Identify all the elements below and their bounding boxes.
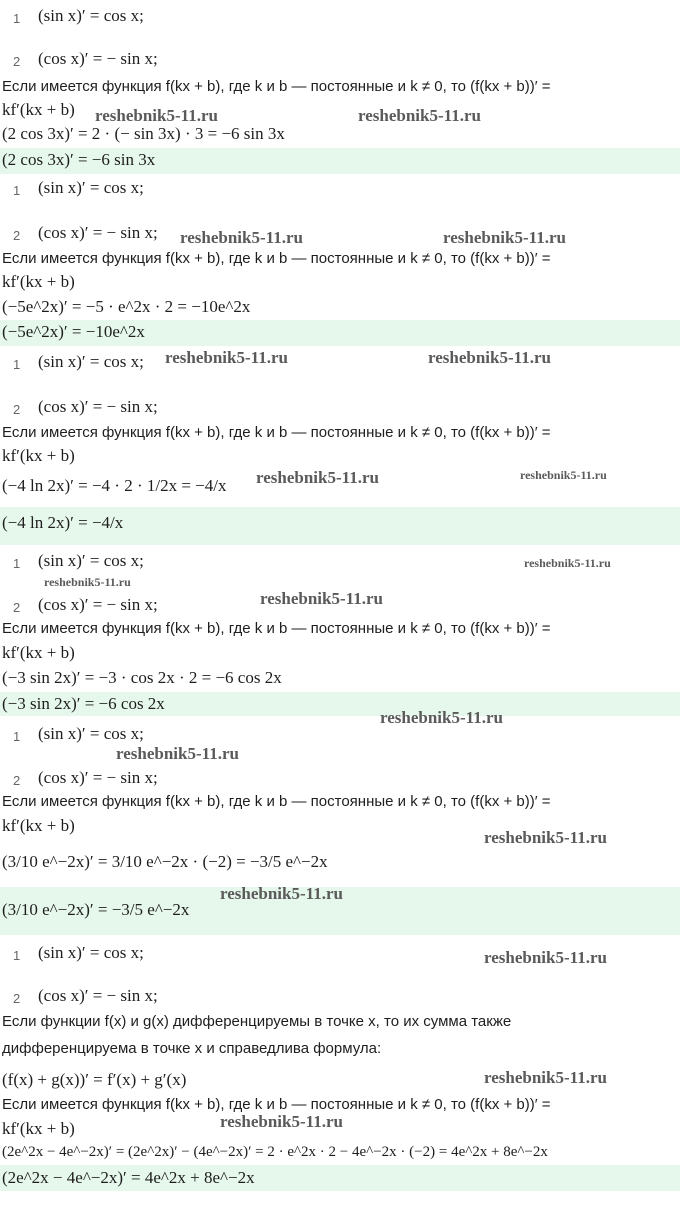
watermark: reshebnik5-11.ru [220, 884, 343, 903]
step-number: 2 [13, 773, 21, 788]
rule-sin: (sin x)′ = cos x; [38, 724, 144, 743]
rule-linear-formula: kf′(kx + b) [2, 643, 75, 662]
task-5-answer: (3/10 e^−2x)′ = −3/5 e^−2x [2, 900, 190, 919]
rule-linear-text: Если имеется функция f(kx + b), где k и b — постоянные и k ≠ 0, то (f(kx + b))′ = [2, 250, 551, 267]
rule-sin: (sin x)′ = cos x; [38, 352, 144, 371]
watermark: reshebnik5-11.ru [256, 468, 379, 487]
watermark: reshebnik5-11.ru [524, 556, 611, 570]
rule-linear-text: Если имеется функция f(kx + b), где k и b — постоянные и k ≠ 0, то (f(kx + b))′ = [2, 793, 551, 810]
task-6-calculation: (2e^2x − 4e^−2x)′ = (2e^2x)′ − (4e^−2x)′ = 2 · e^2x · 2 − 4e^−2x · (−2) = 4e^2x + 8e^−2x [2, 1144, 548, 1160]
step-number: 2 [13, 402, 21, 417]
task-3-answer: (−4 ln 2x)′ = −4/x [2, 513, 124, 532]
task-4-answer: (−3 sin 2x)′ = −6 cos 2x [2, 694, 165, 713]
step-number: 1 [13, 11, 21, 26]
step-number: 2 [13, 228, 21, 243]
rule-cos: (cos x)′ = − sin x; [38, 49, 158, 68]
task-2-answer: (−5e^2x)′ = −10e^2x [2, 322, 145, 341]
watermark: reshebnik5-11.ru [520, 468, 607, 482]
step-number: 2 [13, 991, 21, 1006]
task-4-calculation: (−3 sin 2x)′ = −3 · cos 2x · 2 = −6 cos 2x [2, 668, 282, 687]
rule-linear-formula: kf′(kx + b) [2, 446, 75, 465]
step-number: 1 [13, 357, 21, 372]
rule-cos: (cos x)′ = − sin x; [38, 595, 158, 614]
rule-cos: (cos x)′ = − sin x; [38, 986, 158, 1005]
rule-linear-formula: kf′(kx + b) [2, 100, 75, 119]
task-3-calculation: (−4 ln 2x)′ = −4 · 2 · 1/2x = −4/x [2, 476, 227, 495]
watermark: reshebnik5-11.ru [484, 828, 607, 847]
task-1-calculation: (2 cos 3x)′ = 2 · (− sin 3x) · 3 = −6 sin 3x [2, 124, 285, 143]
task-5-calculation: (3/10 e^−2x)′ = 3/10 e^−2x · (−2) = −3/5 e^−2x [2, 852, 328, 871]
watermark: reshebnik5-11.ru [220, 1112, 343, 1131]
rule-linear-text: Если имеется функция f(kx + b), где k и b — постоянные и k ≠ 0, то (f(kx + b))′ = [2, 424, 551, 441]
rule-linear-formula: kf′(kx + b) [2, 816, 75, 835]
task-2-calculation: (−5e^2x)′ = −5 · e^2x · 2 = −10e^2x [2, 297, 251, 316]
watermark: reshebnik5-11.ru [484, 948, 607, 967]
watermark: reshebnik5-11.ru [44, 575, 131, 589]
watermark: reshebnik5-11.ru [443, 228, 566, 247]
watermark: reshebnik5-11.ru [95, 106, 218, 125]
rule-sum-text: Если функции f(x) и g(x) дифференцируемы в точке x, то их сумма также [2, 1013, 512, 1030]
step-number: 2 [13, 54, 21, 69]
watermark: reshebnik5-11.ru [260, 589, 383, 608]
rule-linear-text: Если имеется функция f(kx + b), где k и b — постоянные и k ≠ 0, то (f(kx + b))′ = [2, 620, 551, 637]
rule-sum-formula: (f(x) + g(x))′ = f′(x) + g′(x) [2, 1070, 187, 1089]
rule-sum-text-2: дифференцируема в точке x и справедлива формула: [2, 1040, 382, 1057]
rule-cos: (cos x)′ = − sin x; [38, 223, 158, 242]
rule-sin: (sin x)′ = cos x; [38, 943, 144, 962]
step-number: 2 [13, 600, 21, 615]
step-number: 1 [13, 556, 21, 571]
task-1-answer: (2 cos 3x)′ = −6 sin 3x [2, 150, 156, 169]
watermark: reshebnik5-11.ru [358, 106, 481, 125]
rule-cos: (cos x)′ = − sin x; [38, 397, 158, 416]
watermark: reshebnik5-11.ru [180, 228, 303, 247]
rule-linear-formula: kf′(kx + b) [2, 272, 75, 291]
watermark: reshebnik5-11.ru [484, 1068, 607, 1087]
task-6-answer: (2e^2x − 4e^−2x)′ = 4e^2x + 8e^−2x [2, 1168, 255, 1187]
step-number: 1 [13, 183, 21, 198]
watermark: reshebnik5-11.ru [428, 348, 551, 367]
watermark: reshebnik5-11.ru [116, 744, 239, 763]
watermark: reshebnik5-11.ru [165, 348, 288, 367]
rule-cos: (cos x)′ = − sin x; [38, 768, 158, 787]
rule-linear-formula: kf′(kx + b) [2, 1119, 75, 1138]
step-number: 1 [13, 729, 21, 744]
rule-sin: (sin x)′ = cos x; [38, 6, 144, 25]
rule-linear-text: Если имеется функция f(kx + b), где k и b — постоянные и k ≠ 0, то (f(kx + b))′ = [2, 1096, 551, 1113]
rule-sin: (sin x)′ = cos x; [38, 178, 144, 197]
rule-linear-text: Если имеется функция f(kx + b), где k и b — постоянные и k ≠ 0, то (f(kx + b))′ = [2, 78, 551, 95]
step-number: 1 [13, 948, 21, 963]
rule-sin: (sin x)′ = cos x; [38, 551, 144, 570]
watermark: reshebnik5-11.ru [380, 708, 503, 727]
